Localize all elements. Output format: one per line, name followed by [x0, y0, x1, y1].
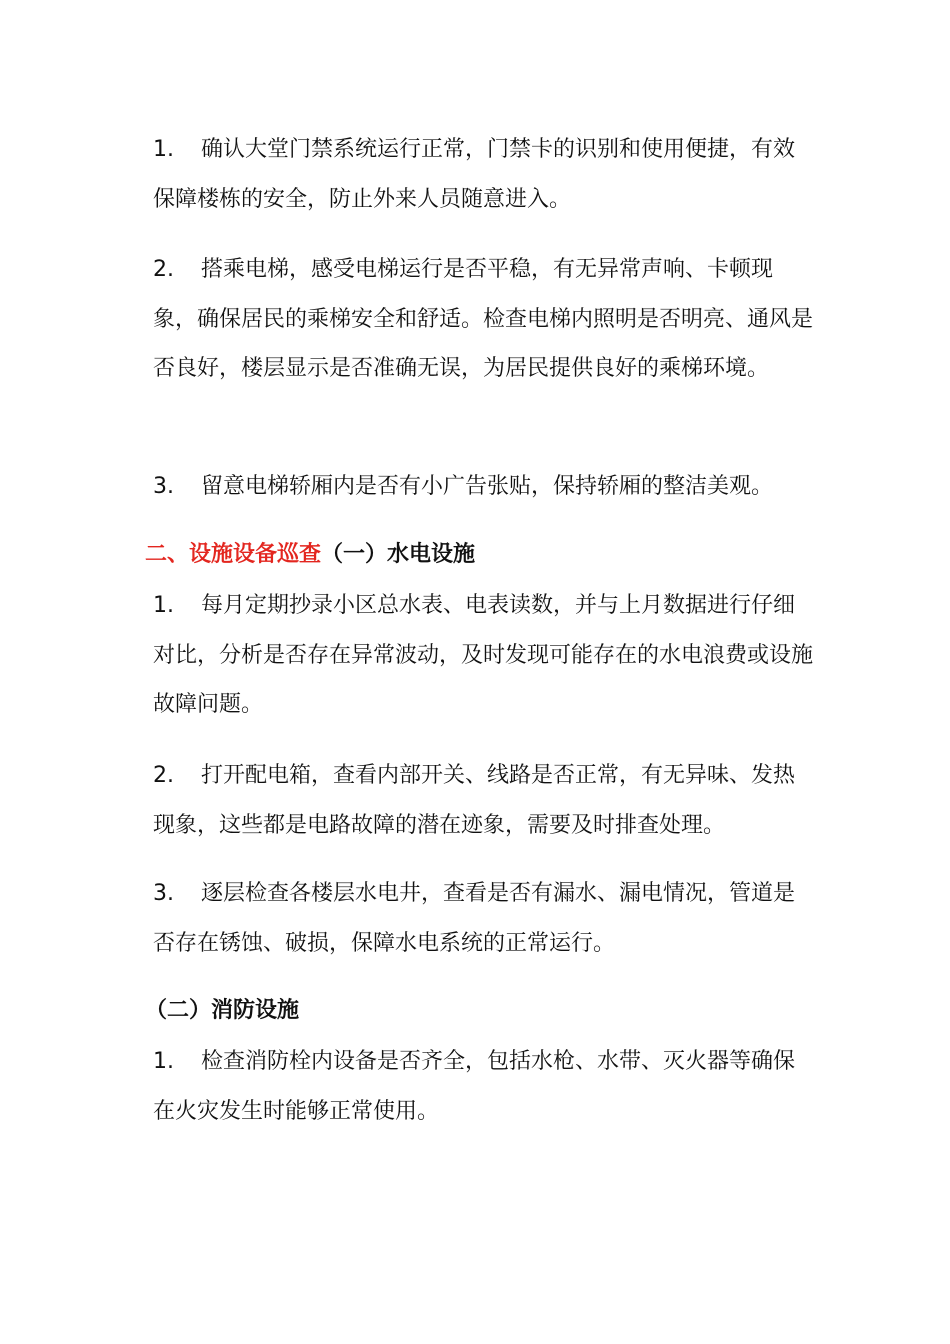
item-text: 每月定期抄录小区总水表、电表读数，并与上月数据进行仔细对比，分析是否存在异常波动，及时发现可能存在的水电浪费或设施故障问题。: [153, 593, 814, 717]
item-number: 2.: [153, 257, 174, 282]
item-number: 3.: [153, 474, 174, 499]
list-item: [153, 581, 813, 730]
subsection-title: （一）水电设施: [321, 542, 476, 567]
item-number: 1.: [153, 593, 174, 618]
item-text: 检查消防栓内设备是否齐全，包括水枪、水带、灭火器等确保在火灾发生时能够正常使用。: [153, 1049, 796, 1124]
list-item: [153, 869, 813, 968]
item-text: 逐层检查各楼层水电井，查看是否有漏水、漏电情况，管道是否存在锈蚀、破损，保障水电系统的正常运行。: [153, 881, 796, 956]
list-item: [153, 245, 813, 394]
item-number: 2.: [153, 763, 174, 788]
item-number: 1.: [153, 137, 174, 162]
item-number: 3.: [153, 881, 174, 906]
list-item: [153, 751, 813, 850]
subsection-heading: （二）消防设施: [145, 998, 300, 1023]
list-item: [153, 1037, 813, 1136]
list-item: [153, 125, 813, 224]
section-title: 二、设施设备巡查: [145, 542, 322, 567]
item-text: 留意电梯轿厢内是否有小广告张贴，保持轿厢的整洁美观。: [201, 474, 774, 499]
list-item: [153, 462, 813, 512]
section-heading: [145, 540, 475, 570]
item-text: 打开配电箱，查看内部开关、线路是否正常，有无异味、发热现象，这些都是电路故障的潜在迹象，需要及时排查处理。: [153, 763, 796, 838]
item-text: 确认大堂门禁系统运行正常，门禁卡的识别和使用便捷，有效保障楼栋的安全，防止外来人员随意进入。: [153, 137, 796, 212]
item-text: 搭乘电梯，感受电梯运行是否平稳，有无异常声响、卡顿现象，确保居民的乘梯安全和舒适。检查电梯内照明是否明亮、通风是否良好，楼层显示是否准确无误，为居民提供良好的乘梯环境。: [153, 257, 814, 381]
item-number: 1.: [153, 1049, 174, 1074]
